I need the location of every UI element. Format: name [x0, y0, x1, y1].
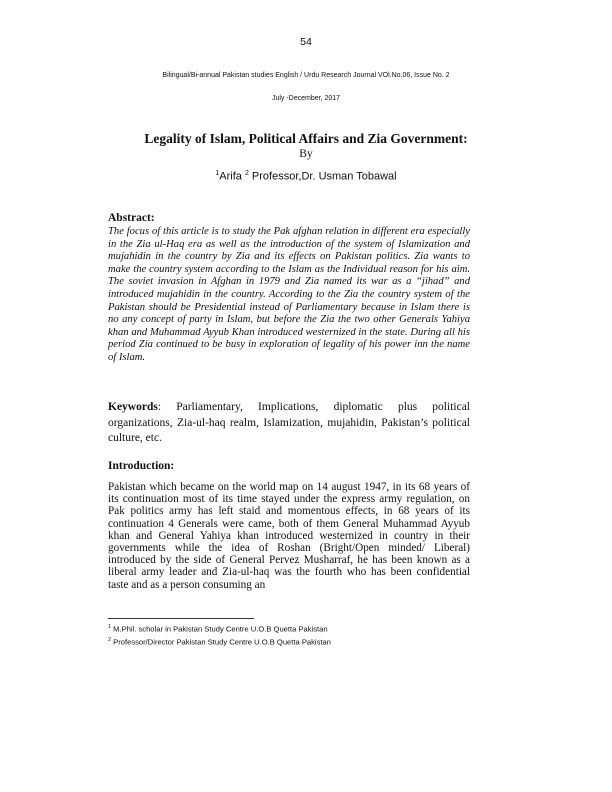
abstract-body: The focus of this article is to study the Pak afghan relation in different era especially in the Zia ul-Haq era as well as the introduction of the system of Islamization and mujahidin in the country by Zia and its effects on Pakistan politics. Zia wants to make the country system according to the Islam as the Individual reason for his aim. The soviet invasion in Afghan in 1979 and Zia named its war as a “jihad” and introduced mujahidin in the country. According to the Zia the country system of the Pakistan should be Presidential instead of Parliamentary because in Islam there is no any concept of party in Islam, but before the Zia the two other Generals Yahiya khan and Muhammad Ayyub Khan introduced westernized in the state. During all his period Zia continued to be busy in exploration of legality of his power inn the name of Islam.: [108, 226, 470, 363]
footnote-2-text: Professor/Director Pakistan Study Centre U.O.B Quetta Pakistan: [111, 637, 331, 647]
footnotes: [108, 622, 508, 648]
page-number: 54: [300, 36, 312, 48]
footnote-1-text: M.Phil. scholar in Pakistan Study Centre U.O.B Quetta Pakistan: [111, 624, 328, 634]
abstract-heading: Abstract:: [108, 212, 155, 224]
keywords-paragraph: [108, 400, 470, 447]
footnote-2: [108, 635, 508, 648]
author2-name: Professor,Dr. Usman Tobawal: [248, 170, 397, 183]
footnote-1: [108, 622, 508, 635]
keywords-text: : Parliamentary, Implications, diplomatic plus political organizations, Zia-ul-haq realm, Islamization, mujahidin, Pakistan’s political culture, etc.: [108, 401, 470, 444]
by-label: By: [299, 148, 313, 160]
paper-title: Legality of Islam, Political Affairs and Zia Government:: [144, 131, 468, 146]
footnote-1-mark: 1: [108, 624, 112, 630]
author1-name: Arifa: [219, 170, 245, 183]
author-line: [0, 170, 612, 183]
issue-date: July -December, 2017: [271, 95, 341, 102]
footnote-2-mark: 2: [108, 637, 112, 644]
keywords-label: Keywords: [108, 401, 158, 413]
author2-footnote-mark: 2: [244, 170, 249, 177]
journal-header: Bilingual/Bi-annual Pakistan studies English / Urdu Research Journal VOl.No.06, Issue No. 2: [162, 72, 450, 79]
footnote-divider: [108, 618, 254, 619]
author1-footnote-mark: 1: [215, 170, 220, 177]
introduction-heading: Introduction:: [108, 460, 175, 472]
introduction-body: Pakistan which became on the world map on 14 august 1947, in its 68 years of its continuation most of its time stayed under the express army regulation, on Pak politics army has left staid and momentous effects, in 68 years of its continuation 4 Generals were came, both of them General Muhammad Ayyub khan and General Yahiya khan introduced westernized in country in their governments while the idea of Roshan (Bright/Open minded/ Liberal) introduced by the side of General Pervez Musharraf, he has been known as a liberal army leader and Zia-ul-haq was the fourth who has been confidential taste and as a person consuming an: [108, 481, 470, 591]
